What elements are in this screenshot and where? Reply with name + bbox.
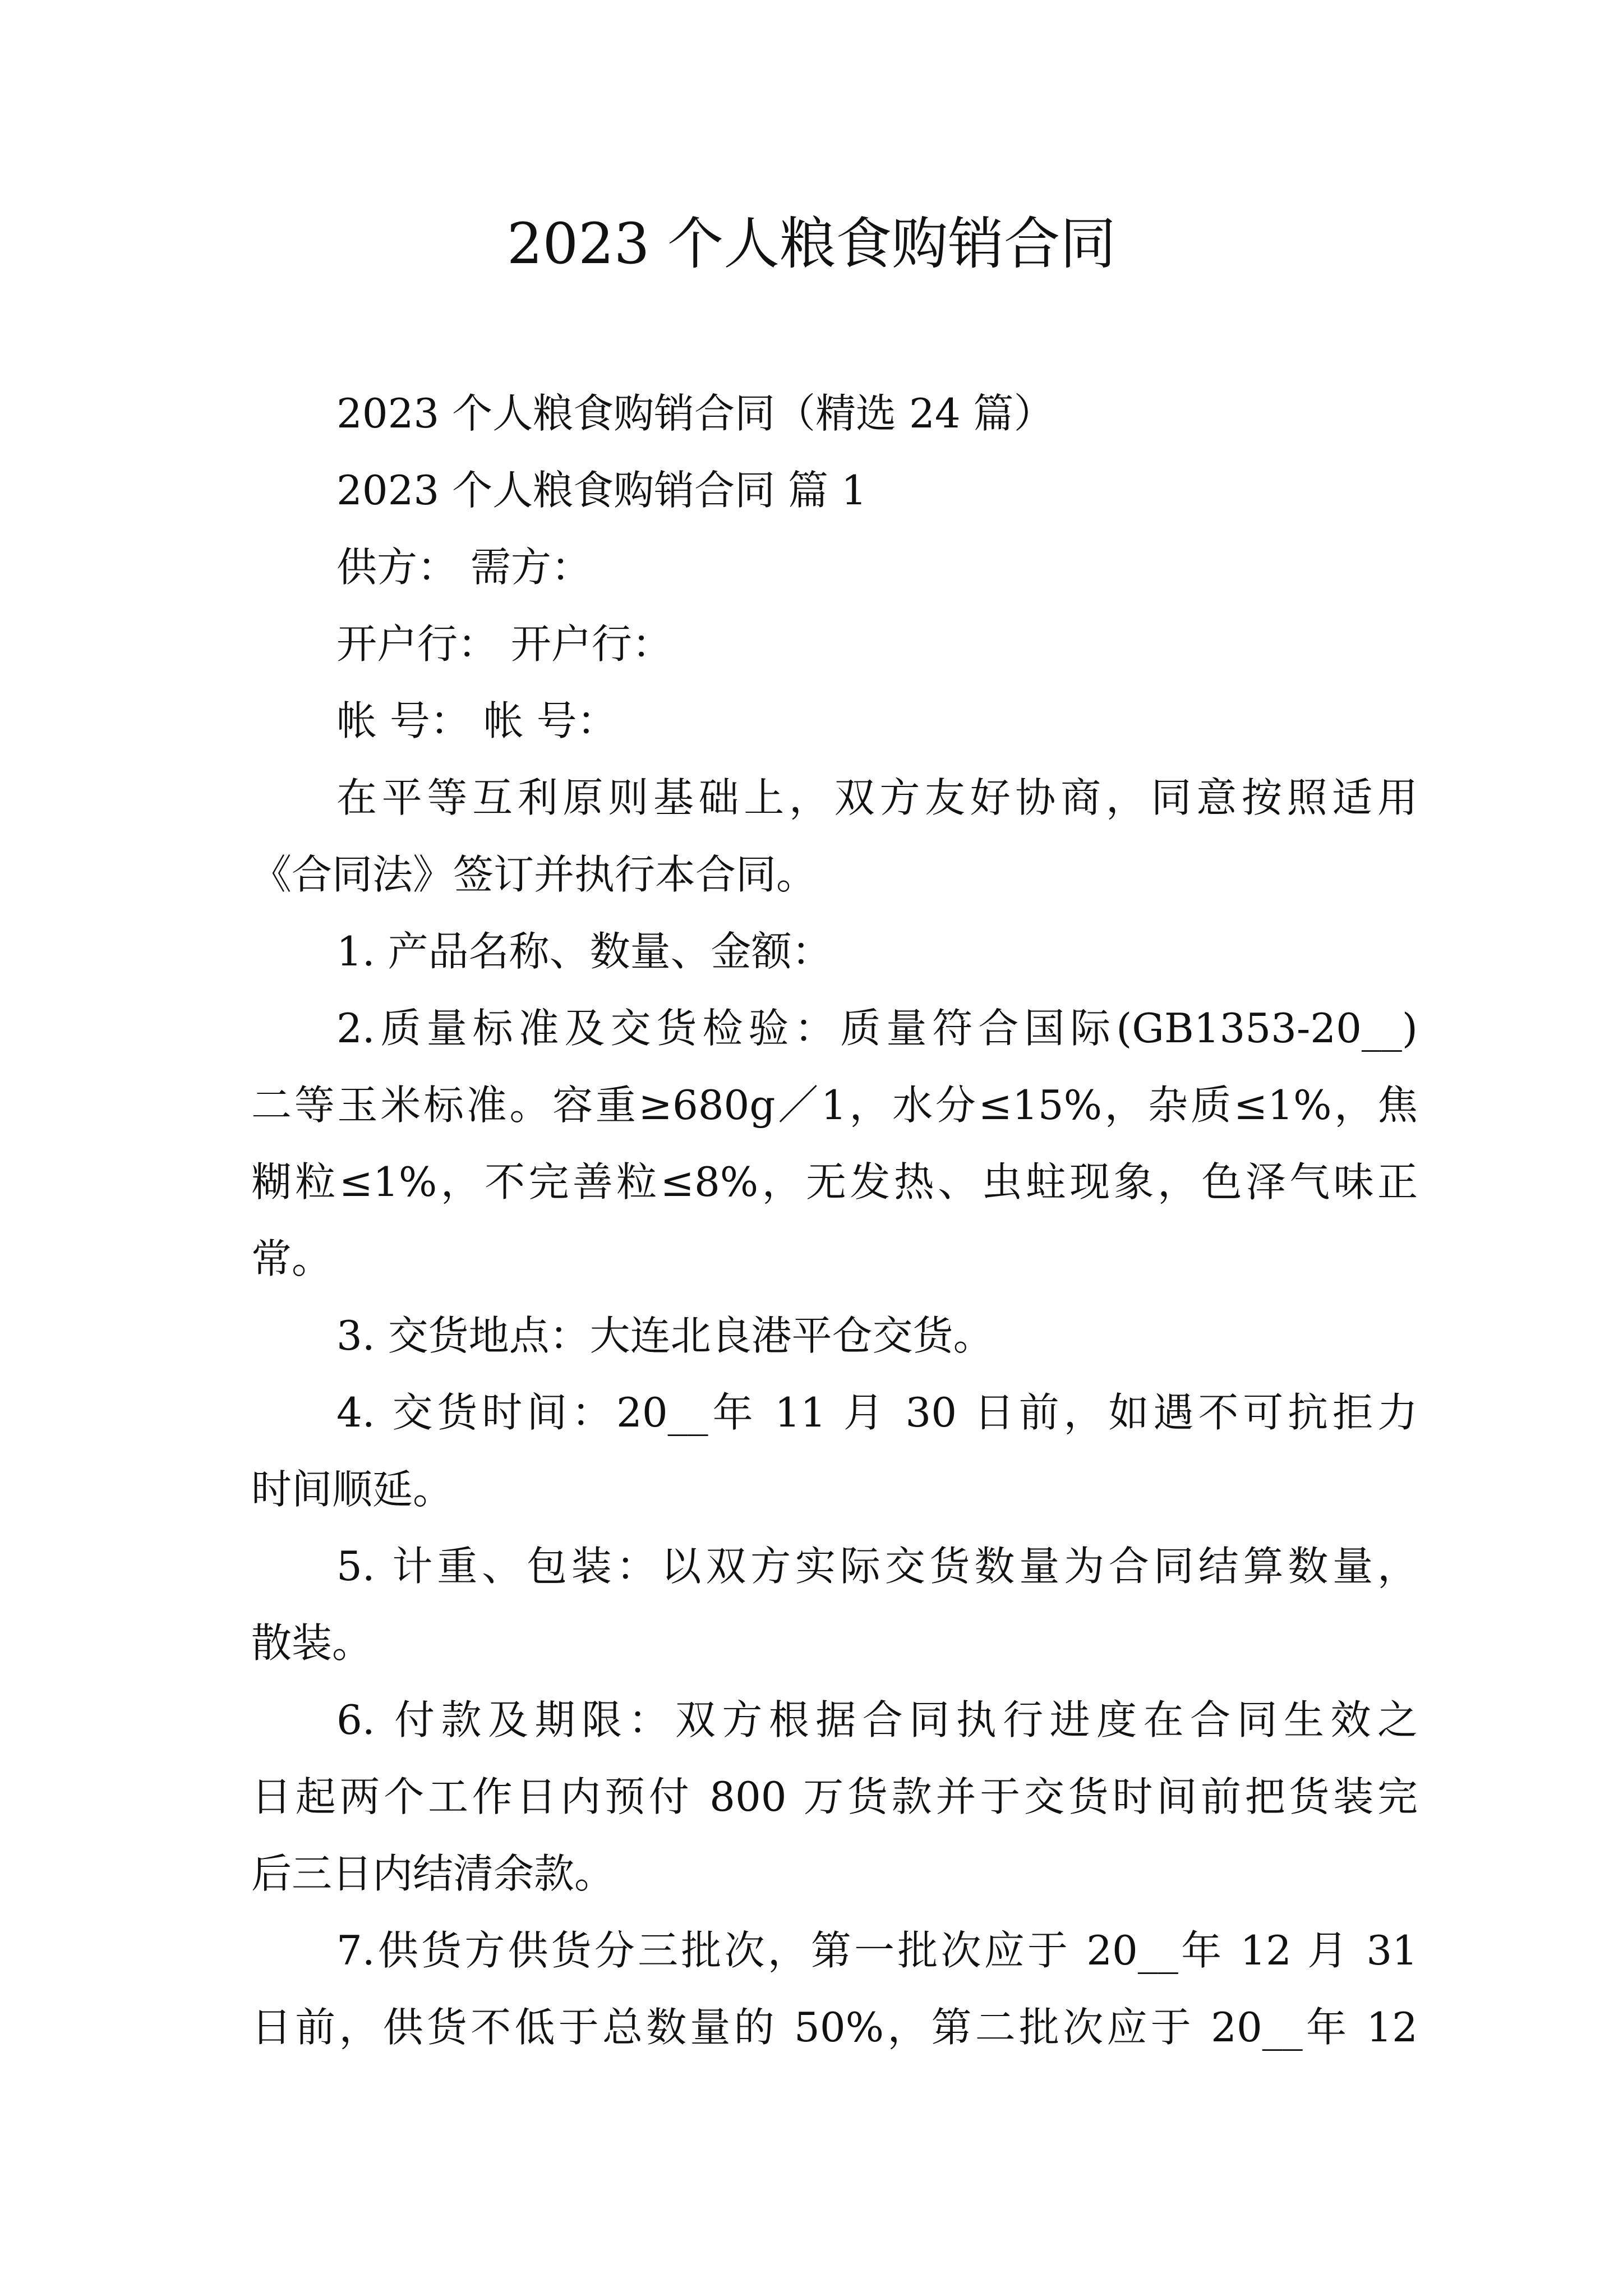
section-heading-line: 2023 个人粮食购销合同 篇 1 [336, 467, 867, 514]
paragraph-line: 散装。 [251, 1619, 373, 1667]
paragraph-line: 后三日内结清余款。 [251, 1850, 615, 1897]
bank-line: 开户行： 开户行： [336, 620, 672, 668]
clause-line: 1. 产品名称、数量、金额： [336, 928, 832, 975]
paragraph-line: 《合同法》签订并执行本合同。 [251, 851, 817, 898]
clause-line: 5. 计重、包装：以双方实际交货数量为合同结算数量， [336, 1543, 1418, 1590]
paragraph-line: 在平等互利原则基础上，双方友好协商，同意按照适用 [336, 774, 1418, 821]
clause-line: 3. 交货地点：大连北良港平仓交货。 [336, 1312, 994, 1359]
subtitle-line: 2023 个人粮食购销合同（精选 24 篇） [336, 390, 1054, 437]
paragraph-line: 常。 [251, 1235, 333, 1282]
paragraph-line: 日起两个工作日内预付 800 万货款并于交货时间前把货装完 [251, 1773, 1418, 1820]
parties-line: 供方： 需方： [336, 544, 592, 591]
document-title: 2023 个人粮食购销合同 [506, 211, 1117, 277]
account-line: 帐 号： 帐 号： [336, 697, 617, 744]
clause-line: 6. 付款及期限：双方根据合同执行进度在合同生效之 [336, 1696, 1418, 1743]
clause-line: 4. 交货时间：20__年 11 月 30 日前，如遇不可抗拒力 [336, 1389, 1418, 1436]
clause-line: 2.质量标准及交货检验：质量符合国际(GB1353-20__) [336, 1005, 1418, 1052]
clause-line: 7.供货方供货分三批次，第一批次应于 20__年 12 月 31 [336, 1927, 1418, 1974]
paragraph-line: 二等玉米标准。容重≥680g／1，水分≤15%，杂质≤1%，焦 [251, 1082, 1418, 1129]
paragraph-line: 日前，供货不低于总数量的 50%，第二批次应于 20__年 12 [251, 2004, 1418, 2051]
paragraph-line: 时间顺延。 [251, 1466, 454, 1513]
paragraph-line: 糊粒≤1%，不完善粒≤8%，无发热、虫蛀现象，色泽气味正 [251, 1158, 1418, 1205]
